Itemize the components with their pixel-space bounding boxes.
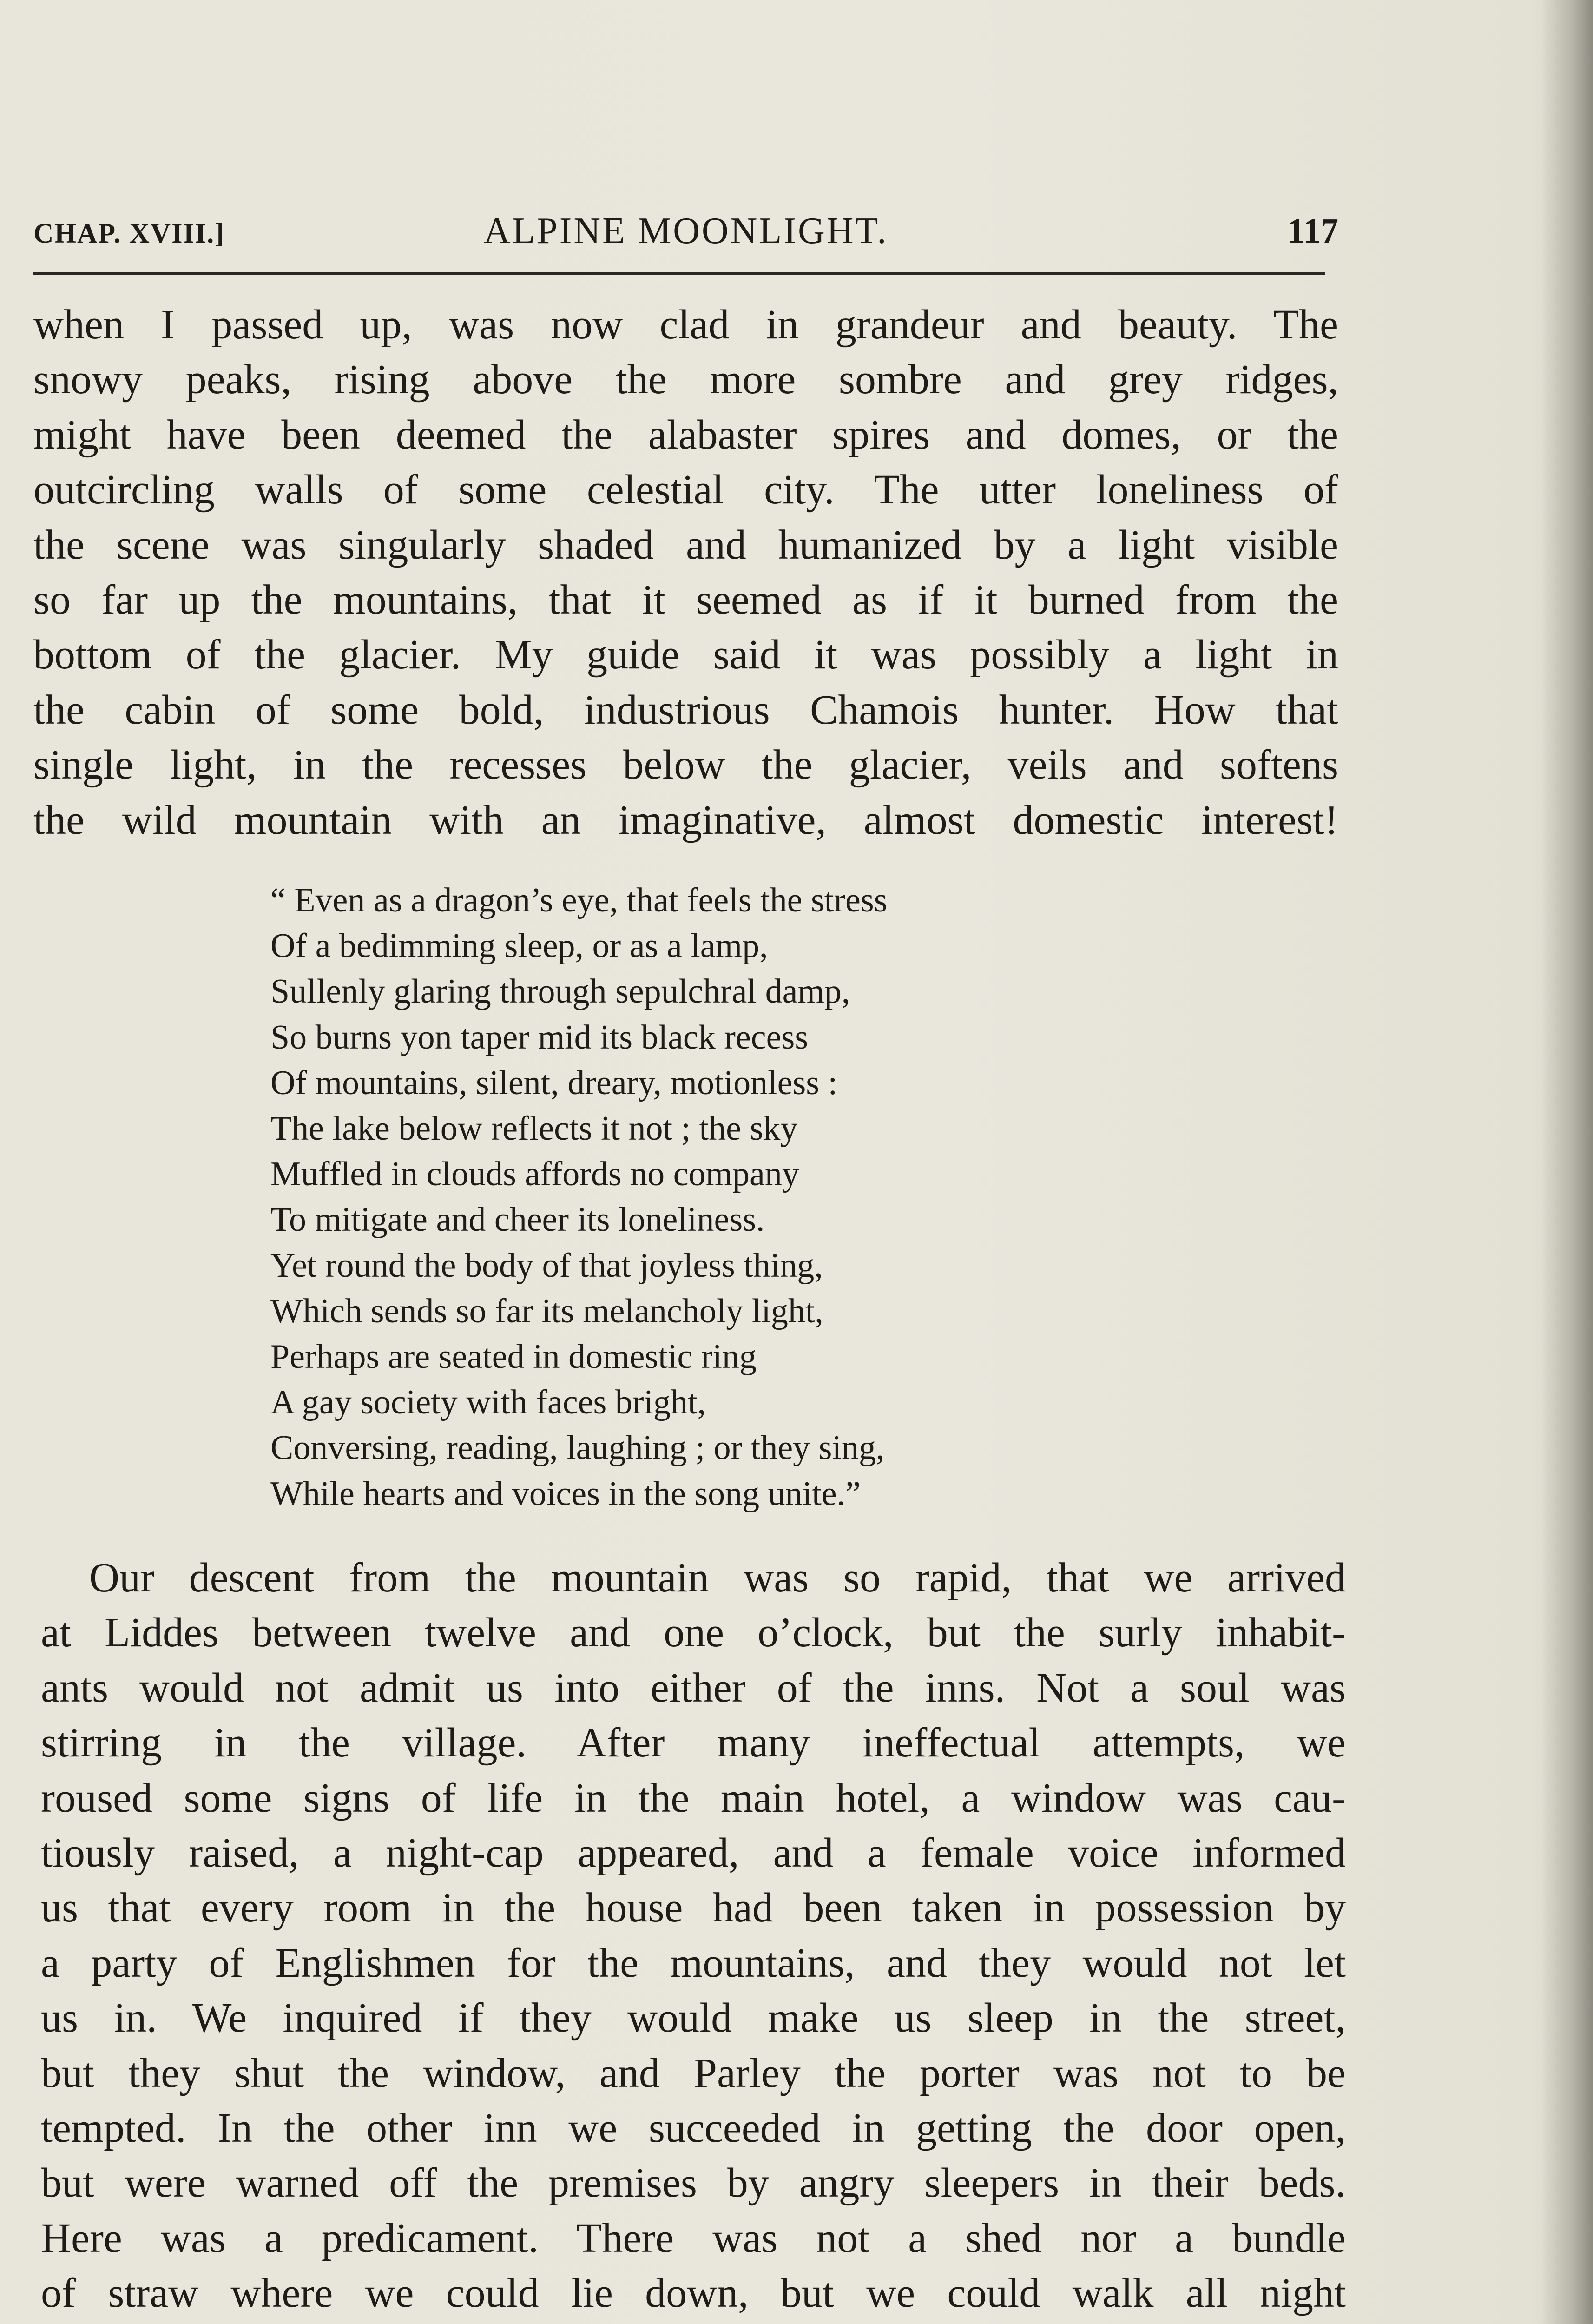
verse-line: Sullenly glaring through sepulchral damp, <box>270 972 850 1011</box>
verse-line: Muffled in clouds affords no company <box>270 1155 799 1194</box>
text-line: ants would not admit us into either of the inns. Not a soul was <box>41 1664 1346 1711</box>
verse-line: “ Even as a dragon’s eye, that feels the stress <box>270 881 888 919</box>
verse-line: So burns yon taper mid its black recess <box>270 1018 809 1056</box>
paragraph-1 <box>33 297 1338 848</box>
text-line: the wild mountain with an imaginative, almost domestic interest! <box>33 797 1338 843</box>
text-line: stirring in the village. After many ineffectual attempts, we <box>41 1720 1346 1766</box>
text-line: might have been deemed the alabaster spires and domes, or the <box>33 411 1338 458</box>
verse-line: A gay society with faces bright, <box>270 1383 706 1422</box>
text-line: the cabin of some bold, industrious Chamois hunter. How that <box>33 687 1338 733</box>
text-line: of straw where we could lie down, but we could walk all night <box>41 2270 1346 2317</box>
text-line: tempted. In the other inn we succeeded in getting the door open, <box>41 2105 1346 2152</box>
text-line: single light, in the recesses below the glacier, veils and softens <box>33 742 1338 788</box>
verse-line: Of mountains, silent, dreary, motionless : <box>270 1063 838 1102</box>
poem-quotation <box>270 878 1339 1517</box>
text-line: Our descent from the mountain was so rapid, that we arrived <box>89 1555 1346 1601</box>
running-title: ALPINE MOONLIGHT. <box>483 211 889 251</box>
text-line: outcircling walls of some celestial city. The utter loneliness of <box>33 467 1338 513</box>
header-rule <box>33 272 1325 275</box>
verse-line: Yet round the body of that joyless thing, <box>270 1246 823 1285</box>
verse-line: The lake below reflects it not ; the sky <box>270 1109 798 1148</box>
text-line: the scene was singularly shaded and humanized by a light visible <box>33 522 1338 568</box>
text-line: us in. We inquired if they would make us sleep in the street, <box>41 1995 1346 2041</box>
text-line: when I passed up, was now clad in grandeur and beauty. The <box>33 302 1338 348</box>
text-line <box>41 2321 1346 2324</box>
verse-line: While hearts and voices in the song unite.” <box>270 1474 861 1513</box>
text-line: roused some signs of life in the main hotel, a window was cau- <box>41 1775 1346 1821</box>
verse-line: To mitigate and cheer its loneliness. <box>270 1201 765 1239</box>
verse-line: Conversing, reading, laughing ; or they sing, <box>270 1429 885 1467</box>
text-line: us that every room in the house had been taken in possession by <box>41 1885 1346 1931</box>
text-line: but they shut the window, and Parley the porter was not to be <box>41 2050 1346 2096</box>
paragraph-2 <box>41 1551 1346 2324</box>
text-line: so far up the mountains, that it seemed as if it burned from the <box>33 577 1338 623</box>
verse-line: Which sends so far its melancholy light, <box>270 1292 823 1330</box>
text-line: a party of Englishmen for the mountains, and they would not let <box>41 1940 1346 1986</box>
text-line: snowy peaks, rising above the more sombre and grey ridges, <box>33 357 1338 403</box>
text-line: Here was a predicament. There was not a shed nor a bundle <box>41 2215 1346 2261</box>
verse-line: Perhaps are seated in domestic ring <box>270 1338 757 1376</box>
verse-line: Of a bedimming sleep, or as a lamp, <box>270 927 768 965</box>
page-gutter-shadow <box>1542 0 1593 2324</box>
text-line: tiously raised, a night-cap appeared, and a female voice informed <box>41 1830 1346 1876</box>
page-number: 117 <box>1287 211 1338 251</box>
text-line: but were warned off the premises by angry sleepers in their beds. <box>41 2160 1346 2206</box>
text-line: at Liddes between twelve and one o’clock, but the surly inhabit- <box>41 1610 1346 1656</box>
running-header <box>33 208 1338 259</box>
chapter-label: CHAP. XVIII.] <box>33 218 225 249</box>
text-line: bottom of the glacier. My guide said it was possibly a light in <box>33 632 1338 678</box>
